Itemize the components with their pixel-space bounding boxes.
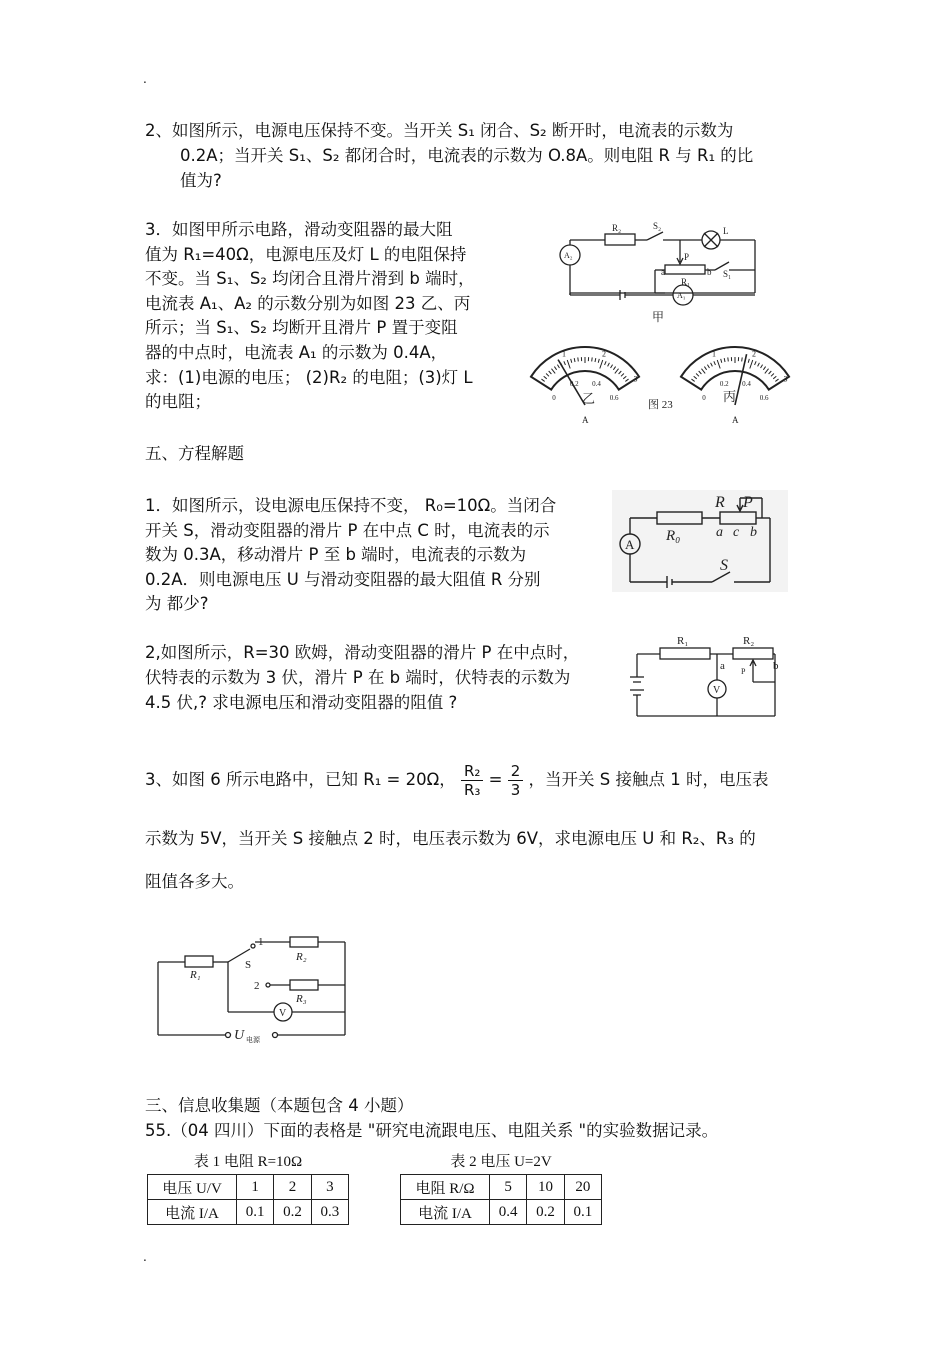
q3-line: 3．如图甲所示电路，滑动变阻器的最大阻 [145, 220, 453, 239]
table-2-caption: 表 2 电压 U=2V [450, 1154, 552, 1170]
label-r3: R₃ [296, 993, 307, 1005]
label-contact-2: 2 [254, 980, 260, 992]
e1-line: 数为 0.3A，移动滑片 P 至 b 端时，电流表的示数为 [145, 545, 527, 565]
table-cell: 电压 U/V [148, 1175, 237, 1200]
table-cell: 20 [564, 1175, 601, 1200]
figure-23 [515, 215, 810, 425]
e2-line: 2,如图所示，R=30 欧姆，滑动变阻器的滑片 P 在中点时， [145, 643, 580, 662]
label-r: R [715, 494, 725, 511]
table-row [148, 1200, 349, 1225]
problem-3-line: 阻值各多大。 [145, 872, 244, 891]
label-s: S [720, 557, 728, 574]
meter-tick [592, 357, 593, 361]
label-r2: R₂ [743, 635, 755, 647]
problem-3-text-b: ，当开关 S 接触点 1 时，电压表 [528, 770, 769, 789]
voltmeter-label: V [713, 685, 721, 696]
label-r0: R₀ [666, 528, 681, 544]
question-2-line: 2、如图所示，电源电压保持不变。当开关 S₁ 闭合、S₂ 断开时，电流表的示数为 [145, 121, 734, 140]
table-cell: 10 [527, 1175, 564, 1200]
table-cell: 3 [311, 1175, 348, 1200]
q3-line: 不变。当 S₁、S₂ 均闭合且滑片滑到 b 端时， [145, 269, 475, 289]
meter-scale-label: 3 [633, 374, 638, 384]
table-cell: 0.3 [311, 1200, 348, 1225]
fraction-equals: = [488, 770, 503, 789]
ratio-fraction [461, 762, 483, 799]
voltmeter-label: V [279, 1008, 287, 1019]
problem-3-line: 示数为 5V，当开关 S 接触点 2 时，电压表示数为 6V，求电源电压 U 和 R₂、R₃ 的 [145, 829, 756, 848]
label-b: b [750, 525, 757, 540]
question-55: 55.（04 四川）下面的表格是 "研究电流跟电压、电阻关系 "的实验数据记录。 [145, 1121, 719, 1140]
meter-scale-label: 0.6 [759, 393, 769, 402]
q3-line: 值为 R₁=40Ω，电源电压及灯 L 的电阻保持 [145, 244, 467, 264]
meter-tick [578, 357, 579, 361]
meter-yi [531, 347, 639, 425]
q3-line: 的电阻； [145, 392, 211, 412]
problem-3-text-a: 3、如图 6 所示电路中，已知 R₁ = 20Ω， [145, 770, 456, 789]
label-r1: R₁ [190, 969, 201, 981]
table-row [401, 1200, 602, 1225]
switch-s2-symbol [647, 232, 663, 240]
table-cell: 2 [274, 1175, 311, 1200]
table-1-caption: 表 1 电阻 R=10Ω [193, 1154, 303, 1170]
label-a: a [720, 660, 725, 672]
section-title-equations: 五、方程解题 [145, 444, 244, 463]
label-a1: A₁ [677, 291, 686, 300]
rheostat-r1-symbol [665, 265, 705, 274]
ratio-value [508, 762, 524, 799]
meter-face [681, 347, 789, 390]
resistor-r2-symbol [605, 234, 635, 245]
label-r1: R₁ [681, 277, 691, 287]
label-b: b [707, 267, 712, 277]
label-s2: S₂ [653, 221, 662, 231]
figure-e2-circuit [625, 632, 785, 722]
question-2-line: 0.2A；当开关 S₁、S₂ 都闭合时，电流表的示数为 O.8A。则电阻 R 与 R₁ 的比 [180, 146, 754, 165]
table-1-block [147, 1150, 349, 1225]
table-cell: 电流 I/A [401, 1200, 490, 1225]
meter-tick [728, 357, 729, 361]
ammeter-label: A [625, 537, 635, 552]
label-contact-1: 1 [258, 936, 264, 948]
table-cell: 电阻 R/Ω [401, 1175, 490, 1200]
label-r1: R₁ [677, 635, 689, 647]
rheostat-r2-symbol [733, 648, 773, 659]
label-bing: 丙 [723, 389, 737, 404]
meter-unit-label: A [582, 415, 589, 425]
meter-scale-label: 1 [711, 349, 716, 359]
meter-scale-label: 0.2 [719, 379, 729, 388]
meter-scale-label: 0.6 [609, 393, 619, 402]
value-numerator: 2 [508, 762, 524, 781]
e2-line: 4.5 伏,? 求电源电压和滑动变阻器的阻值 ? [145, 693, 458, 712]
label-yi: 乙 [582, 391, 596, 406]
meter-scale-label: 2 [752, 349, 757, 359]
resistor-r1-symbol [185, 956, 213, 967]
table-cell: 1 [237, 1175, 274, 1200]
problem-3-line [145, 762, 769, 799]
table-cell: 0.1 [237, 1200, 274, 1225]
q3-line: 电流表 A₁、A₂ 的示数分别为如图 23 乙、丙 [145, 293, 471, 313]
question-2-line: 值为? [180, 171, 222, 190]
label-s1: S₁ [723, 269, 732, 279]
table-cell: 5 [490, 1175, 527, 1200]
label-a2: A₂ [564, 251, 573, 260]
fraction-denominator: R₃ [463, 781, 481, 799]
label-l: L [723, 226, 729, 236]
label-a: a [661, 267, 665, 277]
meter-scale-label: 0.4 [742, 379, 751, 388]
table-cell: 0.4 [490, 1200, 527, 1225]
table-cell: 0.1 [564, 1200, 601, 1225]
resistor-r1-symbol [660, 648, 710, 659]
page-marker-dot: . [143, 1250, 147, 1264]
table-1 [147, 1174, 349, 1225]
label-jia: 甲 [652, 310, 665, 324]
meter-face [531, 347, 639, 390]
figure-6-circuit [150, 932, 360, 1050]
value-denominator: 3 [510, 781, 521, 799]
meter-scale-label: 0.4 [592, 379, 601, 388]
meter-scale-label: 0 [552, 393, 556, 402]
table-cell: 电流 I/A [148, 1200, 237, 1225]
label-b: b [773, 660, 779, 672]
e1-line: 为 都少? [145, 594, 209, 614]
q3-line: 求：(1)电源的电压； (2)R₂ 的电阻；(3)灯 L [145, 367, 473, 387]
table-row [401, 1175, 602, 1200]
figure-number: 图 23 [648, 399, 673, 411]
meter-scale-label: 3 [783, 374, 788, 384]
e1-line: 开关 S，滑动变阻器的滑片 P 在中点 C 时，电流表的示 [145, 520, 550, 540]
label-a: a [716, 525, 723, 540]
resistor-r3-symbol [290, 980, 318, 990]
q3-line: 器的中点时，电流表 A₁ 的示数为 0.4A， [145, 343, 448, 362]
section-title-info: 三、信息收集题（本题包含 4 小题） [145, 1096, 414, 1115]
figure-e1-circuit [612, 490, 788, 592]
e1-line: 1．如图所示，设电源电压保持不变， R₀=10Ω。当闭合 [145, 496, 557, 515]
label-u-sub: 电源 [246, 1036, 260, 1044]
meter-scale-label: 0.2 [569, 379, 579, 388]
table-row [148, 1175, 349, 1200]
label-p: P [741, 667, 746, 676]
label-p: P [684, 252, 690, 262]
label-u: U [234, 1028, 245, 1043]
label-s: S [245, 959, 252, 971]
e1-line: 0.2A．则电源电压 U 与滑动变阻器的最大阻值 R 分别 [145, 569, 541, 589]
meter-scale-label: 0 [702, 393, 706, 402]
table-cell: 0.2 [527, 1200, 564, 1225]
page-marker-dot: . [143, 72, 147, 86]
label-p: P [743, 494, 753, 511]
table-cell: 0.2 [274, 1200, 311, 1225]
label-c: c [733, 525, 740, 540]
meter-scale-label: 2 [602, 349, 607, 359]
meter-bing [681, 347, 789, 425]
table-2 [400, 1174, 602, 1225]
meter-scale-label: 1 [561, 349, 566, 359]
e2-line: 伏特表的示数为 3 伏，滑片 P 在 b 端时，伏特表的示数为 [145, 668, 571, 687]
meter-unit-label: A [732, 415, 739, 425]
fraction-numerator: R₂ [461, 762, 483, 781]
label-r2: R₂ [612, 223, 622, 233]
q3-line: 所示；当 S₁、S₂ 均断开且滑片 P 置于变阻 [145, 318, 458, 338]
table-2-block [400, 1150, 602, 1225]
meter-tick [742, 357, 743, 361]
resistor-r2-symbol [290, 937, 318, 947]
label-r2: R₂ [296, 951, 307, 963]
